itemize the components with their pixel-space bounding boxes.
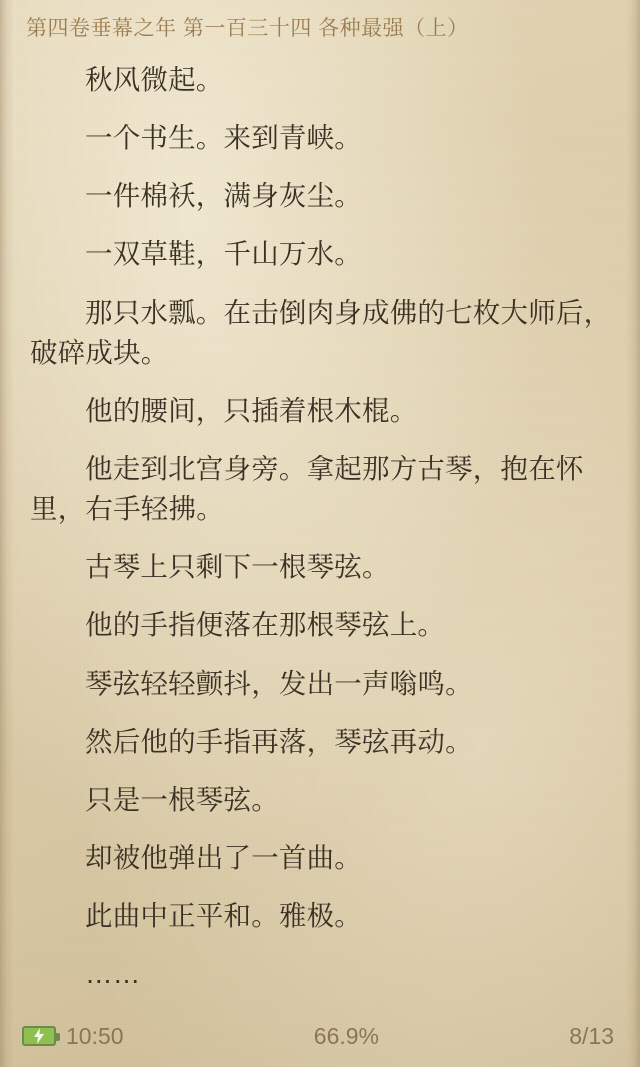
- reading-progress: 66.9%: [313, 1022, 379, 1049]
- chapter-title: 第四卷垂幕之年 第一百三十四 各种最强（上）: [26, 17, 469, 40]
- paragraph: 他的腰间，只插着根木棍。: [85, 394, 418, 426]
- paragraph: 古琴上只剩下一根琴弦。: [85, 551, 390, 583]
- paragraph: 却被他弹出了一首曲。: [85, 841, 362, 873]
- page-edge-shadow-right: [626, 0, 640, 1067]
- paragraph: 此曲中正平和。雅极。: [85, 900, 362, 932]
- reader-content[interactable]: [30, 60, 614, 997]
- paragraph: 那只水瓢。在击倒肉身成佛的七枚大师后，破碎成块。: [30, 296, 612, 368]
- paragraph: ……: [85, 958, 141, 990]
- paragraph: 然后他的手指再落，琴弦再动。: [85, 725, 473, 757]
- status-time: 10:50: [66, 1022, 124, 1049]
- battery-charging-icon: [22, 1026, 56, 1046]
- paragraph: 秋风微起。: [85, 64, 224, 95]
- status-bar-left: [22, 1023, 124, 1050]
- paragraph: 一双草鞋，千山万水。: [85, 238, 362, 270]
- paragraph: 一个书生。来到青峡。: [85, 122, 362, 154]
- reader-status-bar: [0, 1005, 640, 1067]
- paragraph: 他走到北宫身旁。拿起那方古琴，抱在怀里，右手轻拂。: [30, 452, 584, 525]
- page-indicator: 8/13: [569, 1022, 614, 1049]
- page-edge-shadow-left: [0, 0, 14, 1067]
- reader-header: [0, 0, 640, 54]
- paragraph: 只是一根琴弦。: [85, 783, 279, 815]
- paragraph: 他的手指便落在那根琴弦上。: [85, 609, 446, 641]
- paragraph: 一件棉袄，满身灰尘。: [85, 180, 362, 212]
- paragraph: 琴弦轻轻颤抖，发出一声嗡鸣。: [85, 667, 473, 699]
